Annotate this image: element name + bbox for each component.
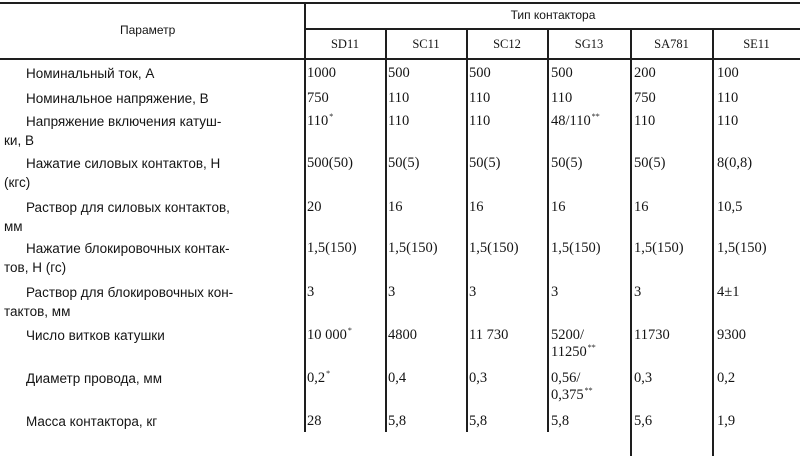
cell-value: 0,56/ bbox=[551, 370, 581, 386]
divider-col-5 bbox=[712, 28, 714, 456]
cell-value: 20 bbox=[307, 199, 322, 215]
table-cell bbox=[388, 413, 406, 430]
divider-col-1 bbox=[385, 28, 387, 432]
param-label bbox=[26, 369, 296, 388]
table-cell bbox=[469, 155, 500, 172]
cell-value: 1,5(150) bbox=[551, 240, 601, 256]
table-cell bbox=[388, 113, 409, 130]
cell-value: 0,4 bbox=[388, 370, 407, 386]
cell-value: 1,5(150) bbox=[634, 240, 684, 256]
cell-value: 11730 bbox=[634, 327, 670, 343]
cell-value: 9300 bbox=[717, 327, 746, 343]
param-label-line: мм bbox=[4, 219, 23, 234]
cell-value: 48/110** bbox=[551, 112, 600, 129]
table-cell bbox=[388, 90, 409, 107]
table-cell bbox=[634, 327, 670, 344]
param-label bbox=[26, 412, 296, 431]
cell-value: 110 bbox=[469, 113, 491, 129]
cell-value: 110 bbox=[388, 90, 410, 106]
param-label-line: Диаметр провода, мм bbox=[26, 371, 162, 386]
table-cell bbox=[388, 284, 395, 301]
cell-value: 500 bbox=[388, 65, 410, 81]
cell-value: 5,8 bbox=[469, 413, 488, 429]
param-label-line: тактов, мм bbox=[4, 304, 71, 319]
table-cell bbox=[307, 284, 314, 301]
table-cell bbox=[388, 65, 410, 82]
table-cell bbox=[307, 413, 322, 430]
cell-value: 750 bbox=[634, 90, 656, 106]
table-cell bbox=[717, 284, 739, 301]
col-header: SC11 bbox=[412, 37, 440, 51]
param-label-line: Число витков катушки bbox=[26, 328, 165, 343]
table-cell bbox=[551, 240, 601, 257]
table-cell bbox=[469, 90, 490, 107]
cell-value: 0,375** bbox=[551, 386, 593, 403]
table-cell bbox=[717, 113, 738, 130]
col-header: SD11 bbox=[330, 37, 359, 51]
table-cell bbox=[634, 199, 649, 216]
table-cell bbox=[551, 90, 572, 107]
cell-value: 4±1 bbox=[717, 284, 740, 300]
table-cell bbox=[551, 113, 600, 130]
table-cell bbox=[388, 370, 406, 387]
cell-value: 50(5) bbox=[551, 155, 583, 171]
param-label-line: Нажатие силовых контактов, Н bbox=[26, 156, 221, 171]
table-cell bbox=[717, 65, 739, 82]
table-cell bbox=[717, 199, 742, 216]
cell-value: 3 bbox=[307, 284, 315, 300]
footnote-mark: ** bbox=[584, 386, 593, 396]
footnote-mark: * bbox=[347, 326, 352, 336]
cell-value: 5,8 bbox=[551, 413, 570, 429]
table-cell bbox=[717, 90, 738, 107]
table-cell bbox=[717, 370, 735, 387]
cell-value: 16 bbox=[469, 199, 484, 215]
cell-value: 16 bbox=[388, 199, 403, 215]
table-cell bbox=[469, 113, 490, 130]
table-cell bbox=[469, 327, 508, 344]
cell-value: 50(5) bbox=[388, 155, 420, 171]
param-label-line: Номинальный ток, А bbox=[26, 66, 155, 81]
table-cell bbox=[551, 284, 558, 301]
divider-col-4 bbox=[630, 28, 632, 456]
param-label-line: Масса контактора, кг bbox=[26, 414, 158, 429]
cell-value: 1,5(150) bbox=[388, 240, 438, 256]
footnote-mark: ** bbox=[591, 112, 600, 122]
column-header-rule bbox=[305, 28, 800, 30]
param-label-line: тов, Н (гс) bbox=[4, 260, 67, 275]
table-cell bbox=[469, 240, 519, 257]
cell-value: 1000 bbox=[307, 65, 336, 81]
cell-value: 3 bbox=[634, 284, 642, 300]
footnote-mark: ** bbox=[587, 343, 596, 353]
table-cell bbox=[717, 155, 752, 172]
table-cell bbox=[469, 413, 487, 430]
table-cell bbox=[551, 199, 566, 216]
param-label bbox=[4, 154, 296, 192]
table-cell bbox=[307, 199, 322, 216]
col-header: SC12 bbox=[493, 37, 521, 51]
cell-value: 0,3 bbox=[634, 370, 653, 386]
divider-col-3 bbox=[547, 28, 549, 432]
table-cell bbox=[717, 413, 735, 430]
param-label bbox=[26, 89, 296, 108]
table-cell bbox=[307, 370, 330, 387]
table-cell bbox=[469, 199, 484, 216]
table-cell bbox=[634, 370, 652, 387]
cell-value: 1,5(150) bbox=[469, 240, 519, 256]
table-cell bbox=[307, 240, 357, 257]
table-cell bbox=[551, 370, 593, 404]
cell-value: 110 bbox=[634, 113, 656, 129]
cell-value: 110 bbox=[388, 113, 410, 129]
table-cell bbox=[634, 240, 684, 257]
param-label bbox=[26, 64, 296, 83]
table-cell bbox=[469, 370, 487, 387]
footnote-mark: * bbox=[326, 369, 331, 379]
cell-value: 28 bbox=[307, 413, 322, 429]
cell-value: 10,5 bbox=[717, 199, 743, 215]
cell-value: 0,2 bbox=[717, 370, 736, 386]
cell-value: 3 bbox=[551, 284, 559, 300]
table-top-rule bbox=[0, 2, 800, 4]
table-cell bbox=[388, 155, 419, 172]
col-header: SE11 bbox=[743, 37, 770, 51]
cell-value: 110 bbox=[551, 90, 573, 106]
cell-value: 5,6 bbox=[634, 413, 653, 429]
table-cell bbox=[551, 155, 582, 172]
table-cell bbox=[388, 199, 403, 216]
table-cell bbox=[551, 327, 596, 361]
cell-value: 500 bbox=[469, 65, 491, 81]
col-header: SG13 bbox=[574, 37, 604, 51]
table-cell bbox=[307, 90, 329, 107]
param-label bbox=[26, 326, 296, 345]
cell-value: 16 bbox=[551, 199, 566, 215]
cell-value: 100 bbox=[717, 65, 739, 81]
table-cell bbox=[717, 240, 767, 257]
table-cell bbox=[307, 65, 336, 82]
cell-value: 110 bbox=[717, 90, 739, 106]
cell-value: 11250** bbox=[551, 343, 596, 360]
table-cell bbox=[634, 90, 656, 107]
cell-value: 50(5) bbox=[634, 155, 666, 171]
table-cell bbox=[634, 65, 656, 82]
footnote-mark: * bbox=[329, 112, 334, 122]
param-label-line: ки, В bbox=[4, 133, 34, 148]
param-label-line: Раствор для силовых контактов, bbox=[26, 200, 230, 215]
cell-value: 5200/ bbox=[551, 327, 585, 343]
cell-value: 500 bbox=[551, 65, 573, 81]
col-header: SA781 bbox=[654, 37, 689, 51]
cell-value: 200 bbox=[634, 65, 656, 81]
cell-value: 50(5) bbox=[469, 155, 501, 171]
cell-value: 110 bbox=[469, 90, 491, 106]
table-cell bbox=[307, 327, 352, 344]
table-cell bbox=[388, 240, 438, 257]
cell-value: 5,8 bbox=[388, 413, 407, 429]
param-label-line: Нажатие блокировочных контак- bbox=[26, 241, 230, 256]
table-cell bbox=[634, 113, 655, 130]
table-cell bbox=[469, 65, 491, 82]
table-cell bbox=[388, 327, 417, 344]
param-label bbox=[4, 283, 296, 321]
table-cell bbox=[551, 65, 573, 82]
table-cell bbox=[634, 155, 665, 172]
cell-value: 750 bbox=[307, 90, 329, 106]
param-label-line: Раствор для блокировочных кон- bbox=[26, 285, 234, 300]
table-cell bbox=[717, 327, 746, 344]
cell-value: 3 bbox=[469, 284, 477, 300]
table-cell bbox=[551, 413, 569, 430]
cell-value: 10 000* bbox=[307, 326, 352, 343]
group-header: Тип контактора bbox=[510, 8, 596, 22]
param-label-line: Номинальное напряжение, В bbox=[26, 91, 209, 106]
param-label bbox=[4, 112, 296, 150]
cell-value: 1,5(150) bbox=[717, 240, 767, 256]
header-bottom-rule bbox=[0, 58, 800, 60]
cell-value: 500(50) bbox=[307, 155, 353, 171]
cell-value: 16 bbox=[634, 199, 649, 215]
table-cell bbox=[307, 113, 333, 130]
cell-value: 110 bbox=[717, 113, 739, 129]
cell-value: 11 730 bbox=[469, 327, 509, 343]
param-label-line: (кгс) bbox=[4, 175, 31, 190]
table-cell bbox=[469, 284, 476, 301]
cell-value: 4800 bbox=[388, 327, 417, 343]
divider-param bbox=[304, 2, 306, 432]
param-label bbox=[4, 239, 296, 277]
param-label-line: Напряжение включения катуш- bbox=[26, 114, 222, 129]
param-header: Параметр bbox=[120, 23, 176, 37]
cell-value: 1,5(150) bbox=[307, 240, 357, 256]
table-cell bbox=[307, 155, 353, 172]
cell-value: 8(0,8) bbox=[717, 155, 753, 171]
cell-value: 0,3 bbox=[469, 370, 488, 386]
table-cell bbox=[634, 284, 641, 301]
param-label bbox=[4, 198, 296, 236]
cell-value: 110* bbox=[307, 112, 334, 129]
divider-col-2 bbox=[466, 28, 468, 432]
cell-value: 3 bbox=[388, 284, 396, 300]
cell-value: 1,9 bbox=[717, 413, 736, 429]
cell-value: 0,2* bbox=[307, 369, 331, 386]
table-cell bbox=[634, 413, 652, 430]
